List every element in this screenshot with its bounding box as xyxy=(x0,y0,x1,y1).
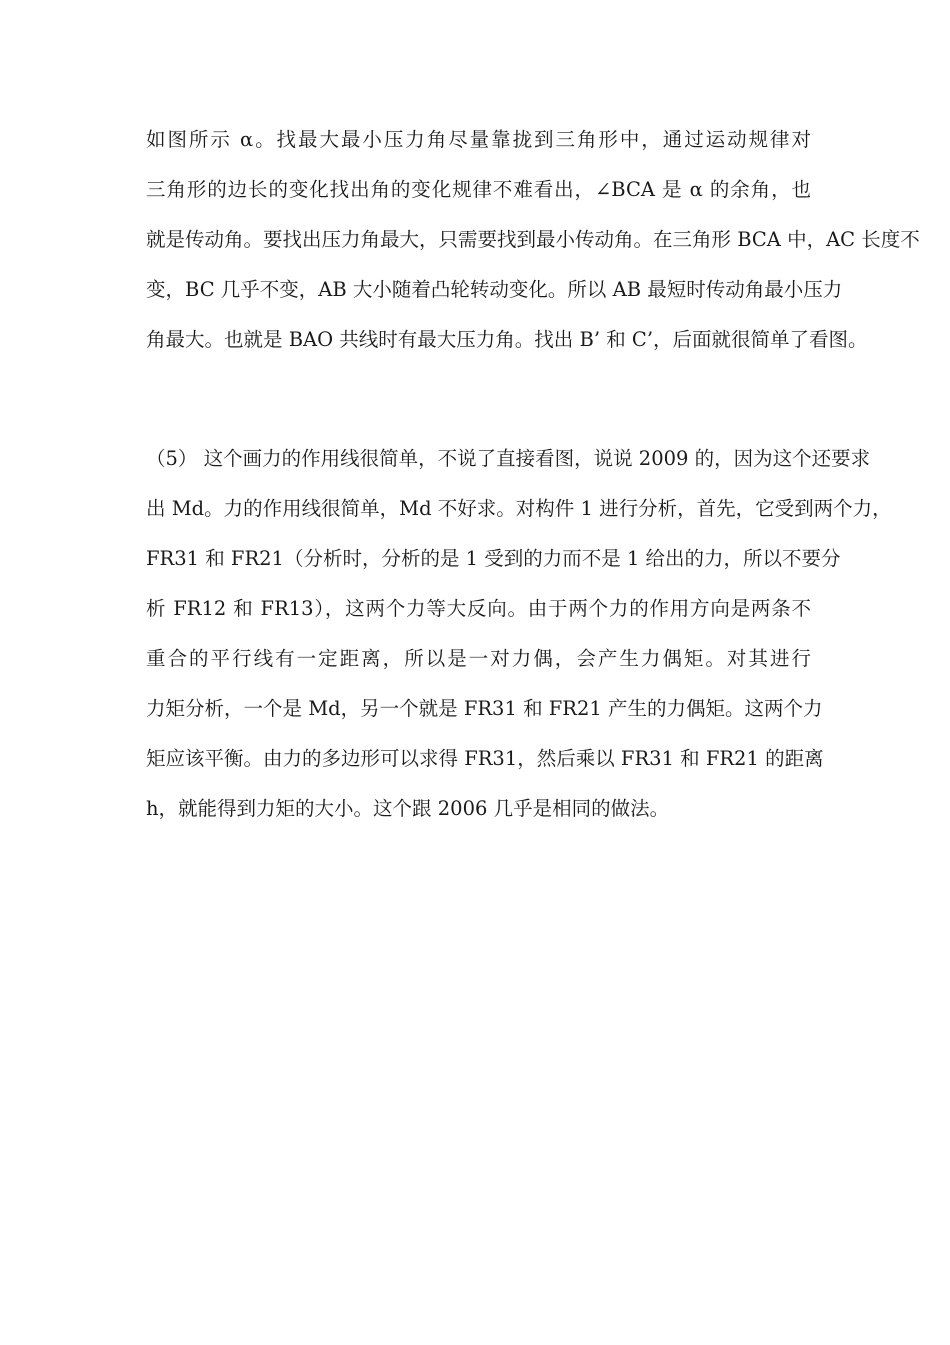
text-line: 角最大。也就是 BAO 共线时有最大压力角。找出 B’ 和 C’，后面就很简单了看图。 xyxy=(146,328,868,351)
text-line: 重合的平行线有一定距离，所以是一对力偶，会产生力偶矩。对其进行 xyxy=(146,647,811,670)
text-line: 变，BC 几乎不变，AB 大小随着凸轮转动变化。所以 AB 最短时传动角最小压力 xyxy=(146,278,843,301)
text-line: FR31 和 FR21（分析时，分析的是 1 受到的力而不是 1 给出的力，所以不要分 xyxy=(146,547,841,570)
text-line: 三角形的边长的变化找出角的变化规律不难看出，∠BCA 是 α 的余角，也 xyxy=(146,178,811,201)
paragraph-pressure-angle xyxy=(146,115,920,365)
text-line: h，就能得到力矩的大小。这个跟 2006 几乎是相同的做法。 xyxy=(146,797,670,820)
text-line: 析 FR12 和 FR13），这两个力等大反向。由于两个力的作用方向是两条不 xyxy=(146,597,811,620)
paragraph-item-5 xyxy=(146,434,892,834)
text-line: 力矩分析，一个是 Md，另一个就是 FR31 和 FR21 产生的力偶矩。这两个力 xyxy=(146,697,823,720)
text-line: 出 Md。力的作用线很简单，Md 不好求。对构件 1 进行分析，首先，它受到两个力， xyxy=(146,497,892,520)
text-line: 矩应该平衡。由力的多边形可以求得 FR31，然后乘以 FR31 和 FR21 的距离 xyxy=(146,747,824,770)
text-line: 如图所示 α。找最大最小压力角尽量靠拢到三角形中，通过运动规律对 xyxy=(146,128,811,151)
text-line: 就是传动角。要找出压力角最大，只需要找到最小传动角。在三角形 BCA 中，AC 长度不 xyxy=(146,228,920,251)
text-line: （5） 这个画力的作用线很简单，不说了直接看图，说说 2009 的，因为这个还要求 xyxy=(146,447,871,470)
